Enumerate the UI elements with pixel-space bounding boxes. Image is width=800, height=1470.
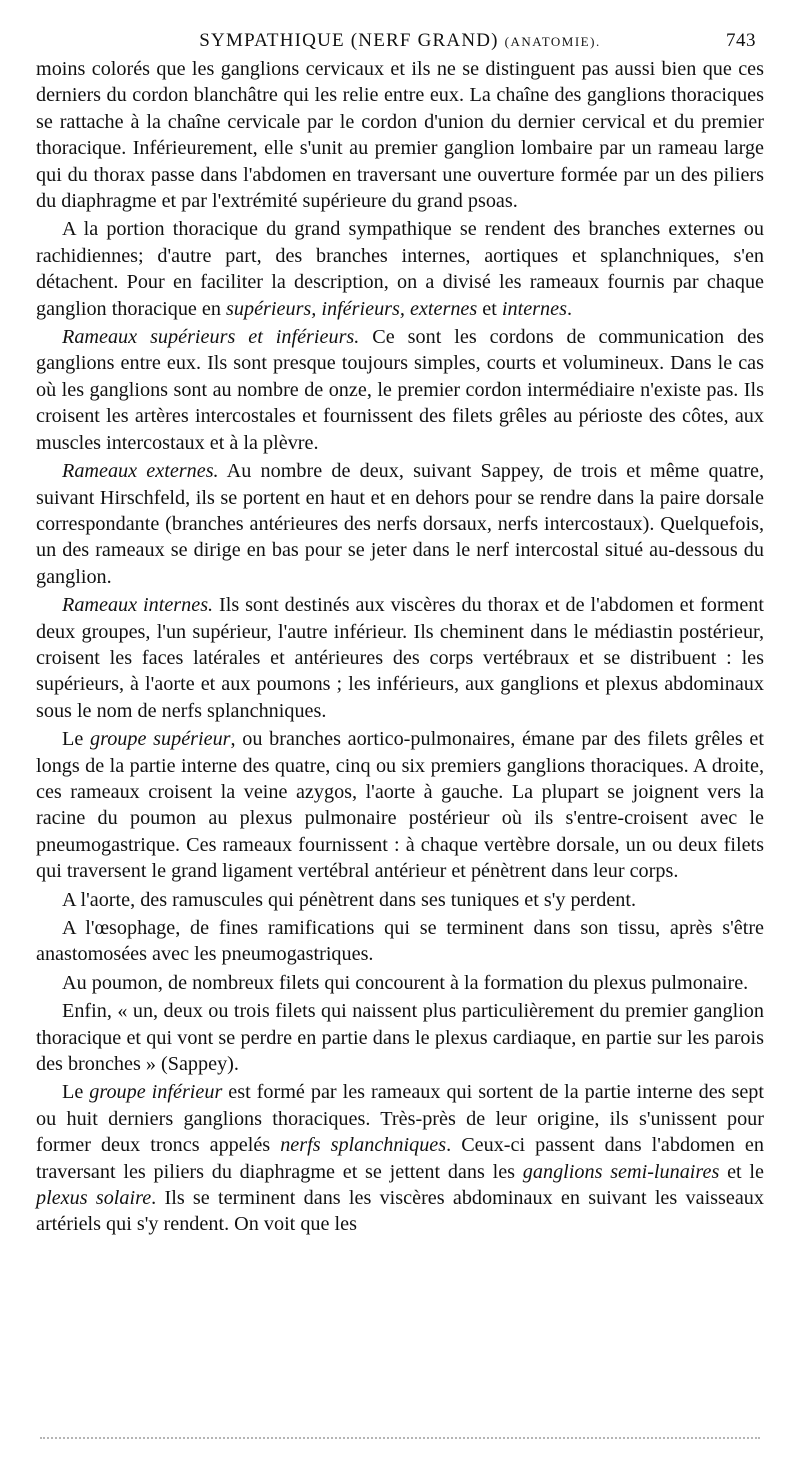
text-run: .	[566, 297, 572, 320]
body-text	[36, 56, 764, 1238]
text-run: A la portion thoracique du grand sympathique se rendent des branches externes ou rachidiennes; d'autre part, des branches internes, aortiques et splanchniques, s'en détachent. Pour en faciliter la description, on a divisé les rameaux fournis par chaque ganglion thoracique en	[36, 218, 764, 320]
paragraph	[36, 726, 764, 884]
paragraph	[36, 592, 764, 724]
italic-text: Rameaux internes.	[62, 594, 214, 617]
text-run: . Ceux-ci passent dans l'abdomen en traversant les piliers du diaphragme et se jettent dans les	[36, 1134, 764, 1183]
text-run: Enfin, « un, deux ou trois filets qui naissent plus particulièrement du premier ganglion thoracique et qui vont se perdre en partie dans le plexus cardiaque, en partie sur les parois des bronches » (Sappey).	[36, 1000, 764, 1076]
paragraph	[36, 324, 764, 456]
paragraph	[36, 458, 764, 590]
italic-text: nerfs splanchniques	[280, 1134, 447, 1157]
text-run: est formé par les rameaux qui sortent de la partie interne des sept ou huit derniers ganglions thoraciques. Très-près de leur origine, ils s'unissent pour former deux troncs appelés	[36, 1081, 764, 1157]
italic-text: supérieurs, inférieurs, externes	[226, 297, 478, 320]
text-run: Au poumon, de nombreux filets qui concourent à la formation du plexus pulmonaire.	[62, 971, 749, 994]
italic-text: Rameaux externes.	[62, 460, 219, 483]
running-head-title: SYMPATHIQUE (NERF GRAND)	[199, 30, 499, 51]
text-run: , ou branches aortico-pulmonaires, émane par des filets grêles et longs de la partie interne des quatre, cinq ou six premiers ganglions thoraciques. A droite, ces rameaux croisent la veine azygos, l'aorte à gauche. La plupart se joignent vers la racine du poumon au plexus pulmonaire postérieur où ils s'entre-croisent avec le pneumogastrique. Ces rameaux fournissent : à chaque vertèbre dorsale, un ou deux filets qui traversent le grand ligament vertébral antérieur et pénètrent dans leur corps.	[36, 728, 764, 883]
text-run: Ce sont les cordons de communication des ganglions entre eux. Ils sont presque toujours simples, courts et volumineux. Dans le cas où les ganglions sont au nombre de onze, le premier cordon intermédiaire n'existe pas. Ils croisent les artères intercostales et fournissent des filets grêles au périoste des côtes, aux muscles intercostaux et à la plèvre.	[36, 326, 764, 454]
italic-text: groupe inférieur	[89, 1081, 223, 1104]
italic-text: internes	[501, 297, 567, 320]
page-number: 743	[726, 30, 756, 51]
text-run: moins colorés que les ganglions cervicaux et ils ne se distinguent pas aussi bien que ces derniers du cordon blanchâtre qui les relie entre eux. La chaîne des ganglions thoraciques se rattache à la chaîne cervicale par le cordon d'union du dernier cervical et du premier thoracique. Inférieurement, elle s'unit au premier ganglion lombaire par un rameau large qui du thorax passe dans l'abdomen en traversant une ouverture formée par un des piliers du diaphragme et par l'extrémité supérieure du grand psoas.	[36, 58, 764, 213]
paragraph	[36, 887, 764, 913]
text-run: Le	[62, 1081, 90, 1104]
text-run: Le	[62, 728, 90, 751]
italic-text: groupe supérieur	[90, 728, 231, 751]
running-head-subtitle: (ANATOMIE).	[504, 34, 601, 49]
text-run: et le	[719, 1160, 764, 1183]
paragraph	[36, 970, 764, 996]
text-run: Au nombre de deux, suivant Sappey, de trois et même quatre, suivant Hirschfeld, ils se portent en haut et en dehors pour se rendre dans la paire dorsale correspondante (branches antérieures des nerfs dorsaux, nerfs intercostaux). Quelquefois, un des rameaux se dirige en bas pour se jeter dans le nerf intercostal situé au-dessous du ganglion.	[36, 460, 764, 588]
paragraph	[36, 56, 764, 214]
running-head	[36, 30, 764, 56]
italic-text: plexus solaire	[36, 1187, 152, 1210]
paragraph	[36, 998, 764, 1077]
paragraph	[36, 915, 764, 968]
text-run: . Ils se terminent dans les viscères abdominaux en suivant les vaisseaux artériels qui s'y rendent. On voit que les	[36, 1187, 764, 1236]
italic-text: Rameaux supérieurs et inférieurs.	[62, 326, 360, 349]
text-run: Ils sont destinés aux viscères du thorax et de l'abdomen et forment deux groupes, l'un supérieur, l'autre inférieur. Ils cheminent dans le médiastin postérieur, croisent les faces latérales et antérieures des corps vertébraux et se distribuent : les supérieurs, à l'aorte et aux poumons ; les inférieurs, aux ganglions et plexus abdominaux sous le nom de nerfs splanchniques.	[36, 594, 764, 722]
text-run: et	[477, 297, 502, 320]
footer-rule	[40, 1437, 760, 1439]
text-run: A l'aorte, des ramuscules qui pénètrent dans ses tuniques et s'y perdent.	[62, 888, 637, 911]
text-run: A l'œsophage, de fines ramifications qui se terminent dans son tissu, après s'être anastomosées avec les pneumogastriques.	[36, 917, 764, 966]
paragraph	[36, 1079, 764, 1237]
paragraph	[36, 216, 764, 322]
italic-text: ganglions semi-lunaires	[522, 1160, 720, 1183]
